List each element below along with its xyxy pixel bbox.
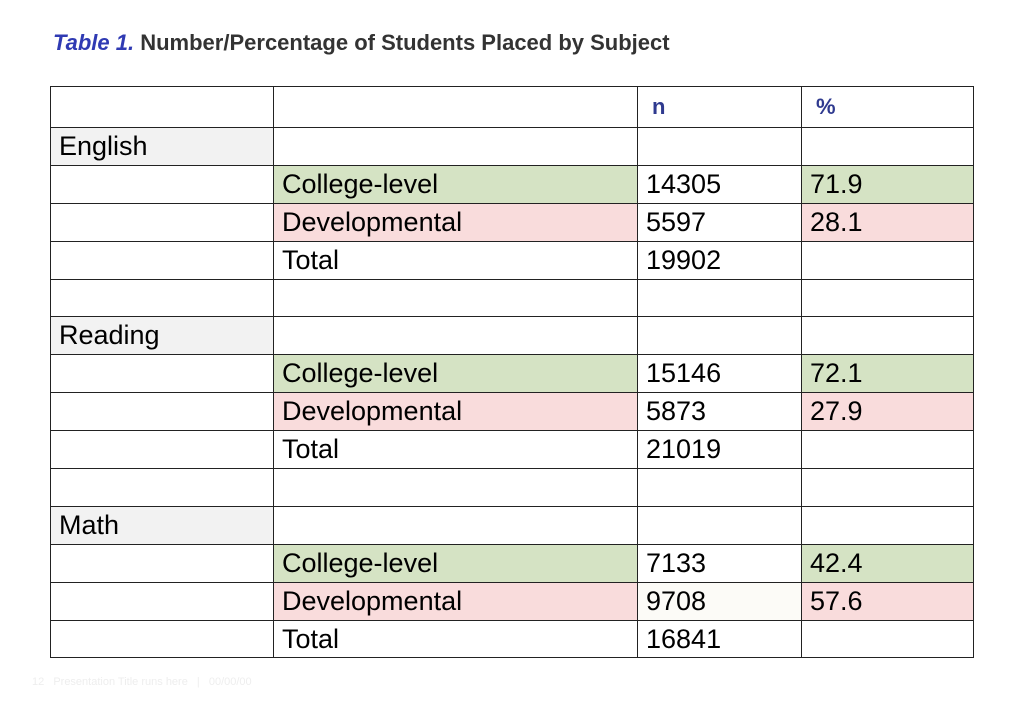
header-cell-subject [51, 87, 274, 128]
category-cell: College-level [274, 165, 638, 203]
empty-cell [274, 469, 638, 507]
subject-row-math [51, 506, 974, 544]
table-row [51, 393, 974, 431]
caption-label: Table 1. [53, 30, 135, 55]
empty-cell [638, 128, 802, 166]
empty-cell [802, 469, 974, 507]
empty-cell [51, 620, 274, 658]
table-row [51, 582, 974, 620]
spacer-row [51, 469, 974, 507]
empty-cell [274, 279, 638, 317]
empty-cell [802, 128, 974, 166]
empty-cell [274, 317, 638, 355]
spacer-row [51, 279, 974, 317]
footer-title: Presentation Title runs here [53, 676, 188, 688]
empty-cell [638, 279, 802, 317]
table-row [51, 355, 974, 393]
category-cell: Total [274, 431, 638, 469]
subject-label: English [51, 128, 274, 166]
empty-cell [274, 506, 638, 544]
placement-table [50, 86, 974, 658]
percent-cell: 57.6 [802, 582, 974, 620]
count-cell: 5597 [638, 203, 802, 241]
count-cell: 16841 [638, 620, 802, 658]
category-cell: Developmental [274, 393, 638, 431]
percent-cell: 71.9 [802, 165, 974, 203]
category-cell: Total [274, 620, 638, 658]
percent-cell [802, 241, 974, 279]
subject-label: Reading [51, 317, 274, 355]
table-row [51, 203, 974, 241]
table-row [51, 620, 974, 658]
category-cell: College-level [274, 544, 638, 582]
caption-title: Number/Percentage of Students Placed by Subject [140, 30, 670, 55]
subject-row-english [51, 128, 974, 166]
category-cell: Total [274, 241, 638, 279]
table-row [51, 544, 974, 582]
count-cell: 9708 [638, 582, 802, 620]
percent-cell [802, 620, 974, 658]
percent-cell [802, 431, 974, 469]
slide-footer [32, 676, 258, 688]
percent-cell: 28.1 [802, 203, 974, 241]
empty-cell [51, 431, 274, 469]
footer-date: 00/00/00 [208, 676, 252, 688]
count-cell: 7133 [638, 544, 802, 582]
subject-label: Math [51, 506, 274, 544]
header-cell-percent: % [802, 87, 974, 128]
subject-row-reading [51, 317, 974, 355]
count-cell: 5873 [638, 393, 802, 431]
empty-cell [51, 355, 274, 393]
category-cell: Developmental [274, 582, 638, 620]
empty-cell [802, 506, 974, 544]
count-cell: 15146 [638, 355, 802, 393]
empty-cell [51, 203, 274, 241]
footer-page-number: 12 [32, 676, 45, 688]
empty-cell [638, 506, 802, 544]
percent-cell: 72.1 [802, 355, 974, 393]
header-cell-category [274, 87, 638, 128]
empty-cell [51, 544, 274, 582]
empty-cell [51, 469, 274, 507]
count-cell: 21019 [638, 431, 802, 469]
footer-separator: | [196, 676, 200, 688]
empty-cell [638, 469, 802, 507]
empty-cell [51, 241, 274, 279]
header-cell-n: n [638, 87, 802, 128]
empty-cell [802, 279, 974, 317]
count-cell: 14305 [638, 165, 802, 203]
category-cell: College-level [274, 355, 638, 393]
empty-cell [274, 128, 638, 166]
empty-cell [51, 279, 274, 317]
empty-cell [51, 165, 274, 203]
percent-cell: 27.9 [802, 393, 974, 431]
table-caption [53, 30, 670, 56]
table-row [51, 431, 974, 469]
table-row [51, 165, 974, 203]
empty-cell [638, 317, 802, 355]
empty-cell [802, 317, 974, 355]
category-cell: Developmental [274, 203, 638, 241]
percent-cell: 42.4 [802, 544, 974, 582]
count-cell: 19902 [638, 241, 802, 279]
table-row [51, 241, 974, 279]
table-header-row [51, 87, 974, 128]
empty-cell [51, 582, 274, 620]
empty-cell [51, 393, 274, 431]
